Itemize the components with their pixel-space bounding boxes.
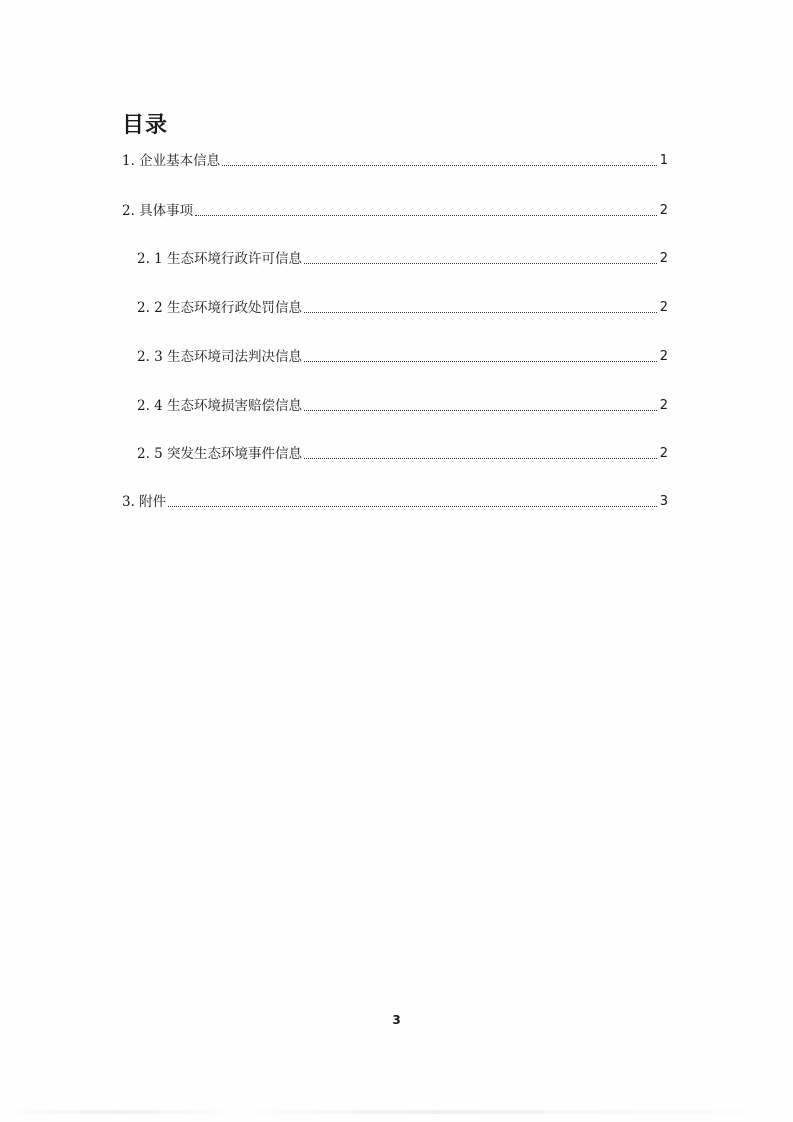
toc-entry-text: 2. 具体事项 bbox=[122, 203, 194, 219]
dot-leader bbox=[304, 360, 657, 362]
toc-entry-1[interactable] bbox=[122, 151, 668, 171]
scan-edge-artifact bbox=[0, 1110, 793, 1114]
page-number: 3 bbox=[392, 1013, 401, 1027]
toc-entry-2-3[interactable] bbox=[137, 347, 668, 367]
toc-entry-page: 2 bbox=[659, 398, 668, 413]
toc-entry-page: 2 bbox=[659, 446, 668, 461]
dot-leader bbox=[195, 214, 657, 216]
toc-entry-3[interactable] bbox=[122, 492, 668, 512]
toc-entry-page: 2 bbox=[659, 251, 668, 266]
dot-leader bbox=[222, 164, 657, 166]
dot-leader bbox=[304, 311, 657, 313]
dot-leader bbox=[304, 262, 657, 264]
dot-leader bbox=[304, 409, 657, 411]
toc-entry-page: 2 bbox=[659, 300, 668, 315]
toc-entry-page: 1 bbox=[659, 153, 668, 168]
toc-entry-2-2[interactable] bbox=[137, 298, 668, 318]
dot-leader bbox=[304, 457, 657, 459]
toc-entry-text: 2. 5 突发生态环境事件信息 bbox=[137, 446, 303, 462]
toc-title: 目录 bbox=[122, 113, 169, 138]
toc-entry-2-4[interactable] bbox=[137, 396, 668, 416]
toc-entry-2[interactable] bbox=[122, 201, 668, 221]
toc-entry-text: 2. 1 生态环境行政许可信息 bbox=[137, 251, 303, 267]
toc-entry-2-1[interactable] bbox=[137, 249, 668, 269]
toc-entry-page: 3 bbox=[659, 494, 668, 509]
toc-entry-text: 2. 2 生态环境行政处罚信息 bbox=[137, 300, 303, 316]
toc-entry-text: 2. 4 生态环境损害赔偿信息 bbox=[137, 398, 303, 414]
toc-entry-text: 2. 3 生态环境司法判决信息 bbox=[137, 349, 303, 365]
toc-entry-page: 2 bbox=[659, 203, 668, 218]
dot-leader bbox=[168, 505, 657, 507]
toc-entry-text: 1. 企业基本信息 bbox=[122, 153, 221, 169]
toc-entry-page: 2 bbox=[659, 349, 668, 364]
toc-entry-2-5[interactable] bbox=[137, 444, 668, 464]
toc-entry-text: 3. 附件 bbox=[122, 494, 167, 510]
